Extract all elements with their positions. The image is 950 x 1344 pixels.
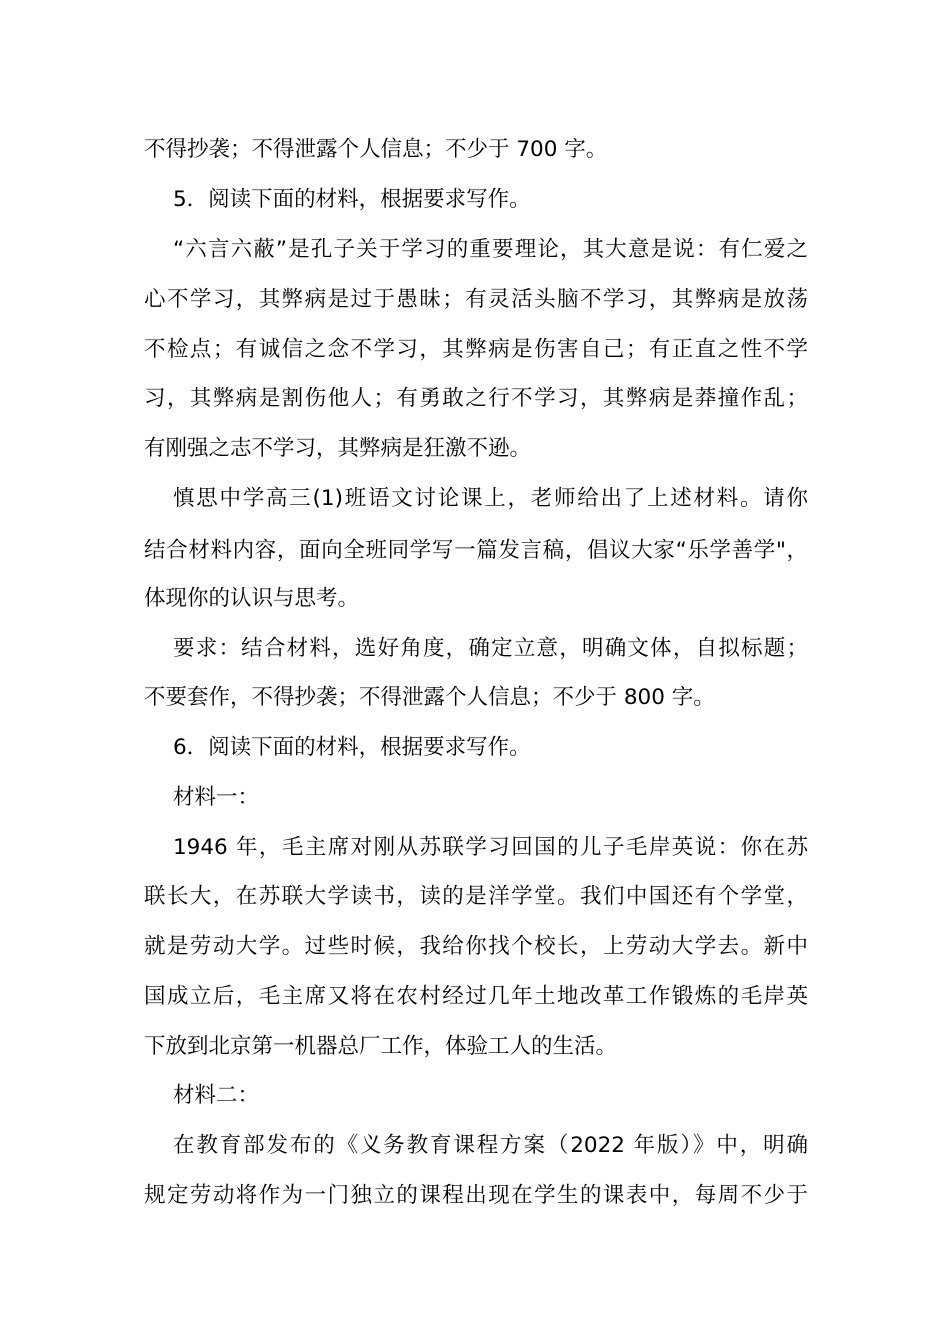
text-line: 不检点；有诚信之念不学习，其弊病是伤害自己；有正直之性不学 (144, 337, 808, 362)
text-line: 慎思中学高三(1)班语文讨论课上，老师给出了上述材料。请你 (173, 486, 808, 511)
question-heading: 5．阅读下面的材料，根据要求写作。 (173, 187, 531, 212)
material-label: 材料二： (173, 1083, 260, 1108)
text-line: 有刚强之志不学习，其弊病是狂激不逊。 (144, 436, 532, 461)
document-page (144, 0, 808, 1344)
text-line: 结合材料内容，面向全班同学写一篇发言稿，倡议大家“乐学善学"， (144, 538, 808, 563)
text-line: 国成立后，毛主席又将在农村经过几年土地改革工作锻炼的毛岸英 (144, 984, 808, 1009)
text-line: 习，其弊病是割伤他人；有勇敢之行不学习，其弊病是莽撞作乱； (144, 386, 808, 411)
text-line: “六言六蔽”是孔子关于学习的重要理论，其大意是说：有仁爱之 (173, 237, 808, 262)
text-line: 规定劳动将作为一门独立的课程出现在学生的课表中，每周不少于 (144, 1183, 808, 1208)
text-line: 不要套作，不得抄袭；不得泄露个人信息；不少于 800 字。 (144, 685, 715, 710)
text-line: 不得抄袭；不得泄露个人信息；不少于 700 字。 (144, 137, 608, 162)
text-line: 要求：结合材料，选好角度，确定立意，明确文体，自拟标题； (173, 636, 808, 661)
text-line: 体现你的认识与思考。 (144, 586, 360, 611)
material-label: 材料一： (173, 785, 260, 810)
text-line: 1946 年，毛主席对刚从苏联学习回国的儿子毛岸英说：你在苏 (173, 835, 808, 860)
question-heading: 6．阅读下面的材料，根据要求写作。 (173, 735, 531, 760)
text-line: 在教育部发布的《义务教育课程方案（2022 年版）》中，明确 (173, 1133, 808, 1158)
text-line: 就是劳动大学。过些时候，我给你找个校长，上劳动大学去。新中 (144, 934, 808, 959)
text-line: 联长大，在苏联大学读书，读的是洋学堂。我们中国还有个学堂， (144, 884, 808, 909)
text-line: 下放到北京第一机器总厂工作，体验工人的生活。 (144, 1034, 618, 1059)
text-line: 心不学习，其弊病是过于愚昧；有灵活头脑不学习，其弊病是放荡 (144, 287, 808, 312)
